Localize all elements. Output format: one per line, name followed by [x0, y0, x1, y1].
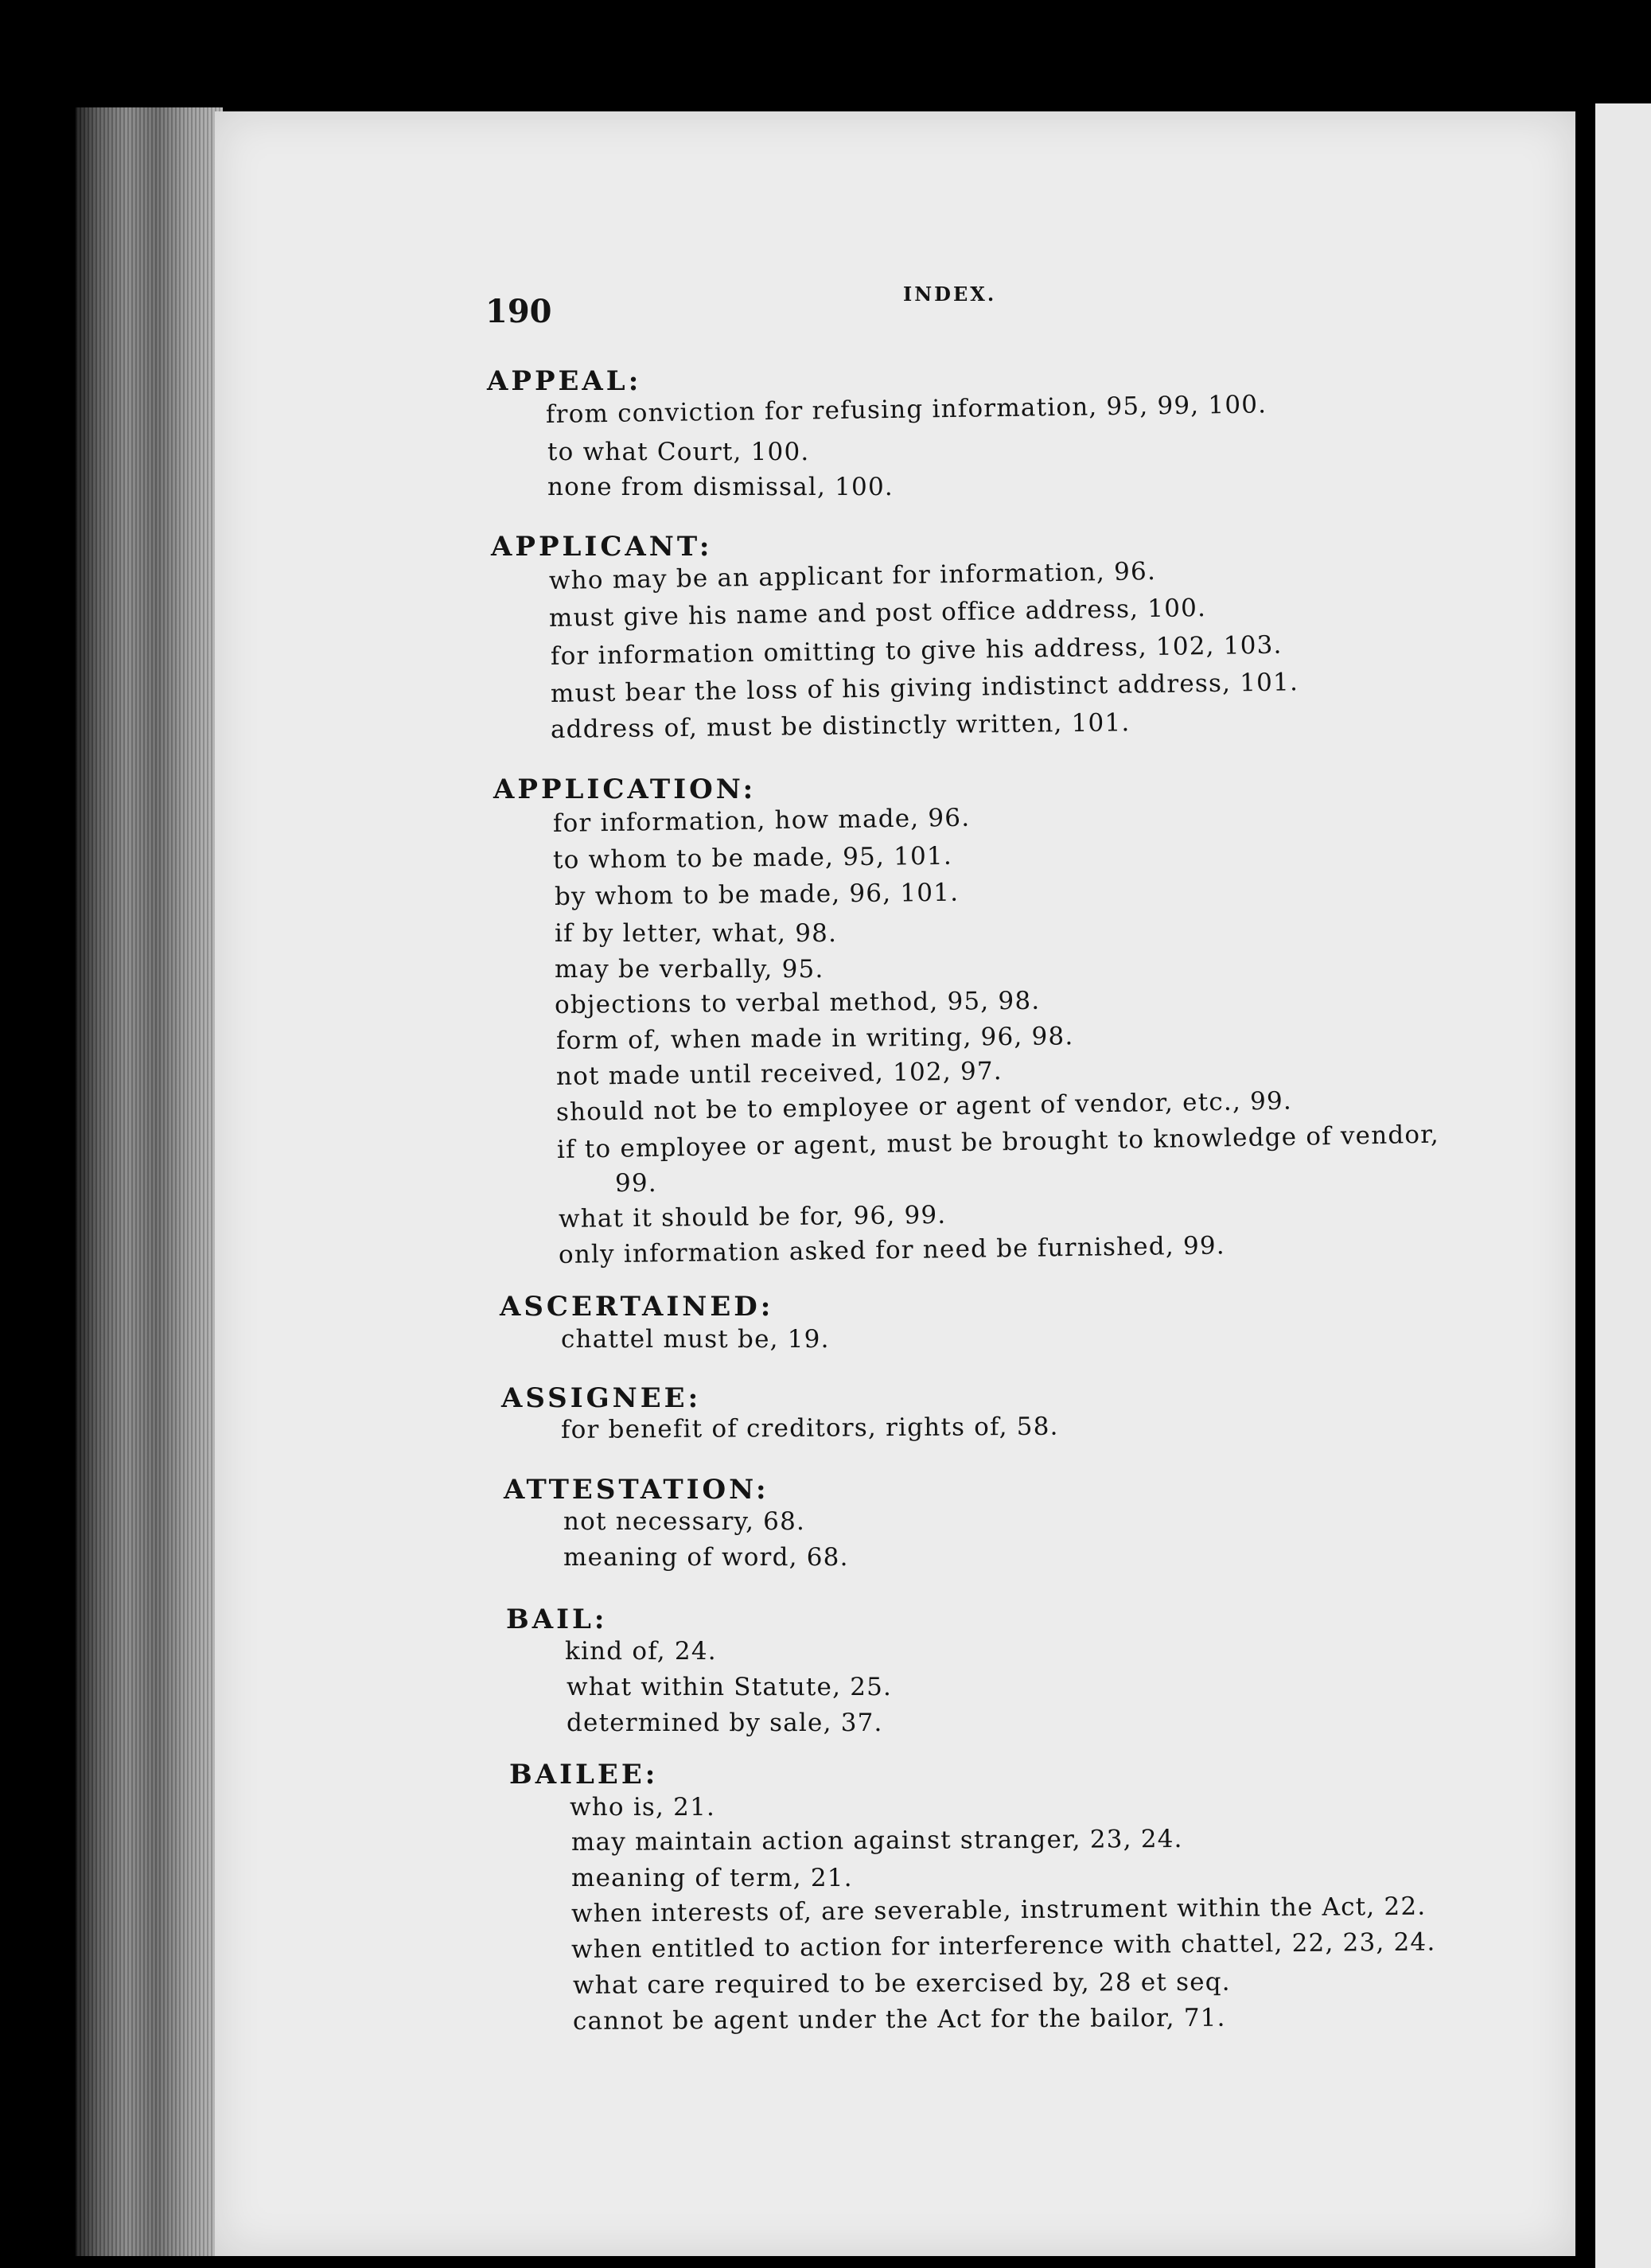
index-entry: form of, when made in writing, 96, 98.: [555, 1022, 1074, 1055]
index-entry: for information omitting to give his address, 102, 103.: [550, 630, 1283, 671]
index-heading: APPLICATION:: [493, 774, 757, 805]
index-entry: 99.: [615, 1169, 657, 1198]
running-head: INDEX.: [903, 283, 997, 306]
index-entry: chattel must be, 19.: [561, 1325, 830, 1354]
index-entry: meaning of word, 68.: [563, 1543, 849, 1572]
book-page-edge: [76, 107, 223, 2256]
index-entry: meaning of term, 21.: [571, 1864, 853, 1892]
index-entry: objections to verbal method, 95, 98.: [554, 986, 1041, 1019]
index-entry: may be verbally, 95.: [555, 955, 824, 984]
index-heading: APPLICANT:: [491, 531, 713, 563]
index-heading: APPEAL:: [487, 365, 642, 397]
index-heading: BAILEE:: [509, 1759, 659, 1791]
index-entry: what within Statute, 25.: [567, 1673, 893, 1701]
index-entry: kind of, 24.: [565, 1637, 717, 1666]
index-entry: who is, 21.: [570, 1793, 716, 1822]
index-entry: if by letter, what, 98.: [555, 919, 838, 948]
index-heading: ASCERTAINED:: [500, 1291, 774, 1323]
index-entry: to whom to be made, 95, 101.: [552, 841, 953, 875]
index-entry: address of, must be distinctly written, 101.: [550, 708, 1131, 744]
index-entry: when entitled to action for interference with chattel, 22, 23, 24.: [570, 1927, 1436, 1964]
index-entry: for information, how made, 96.: [552, 803, 971, 838]
index-entry: to what Court, 100.: [547, 438, 810, 466]
index-heading: ATTESTATION:: [504, 1474, 769, 1506]
index-entry: only information asked for need be furnished, 99.: [558, 1231, 1226, 1269]
index-entry: by whom to be made, 96, 101.: [554, 878, 960, 911]
index-entry: none from dismissal, 100.: [547, 473, 894, 501]
facing-page-edge: [1595, 103, 1651, 2268]
index-entry: what care required to be exercised by, 28 et seq.: [572, 1967, 1231, 2000]
index-entry: who may be an applicant for information, 96.: [548, 557, 1157, 595]
index-entry: must give his name and post office address, 100.: [548, 594, 1207, 633]
index-entry: must bear the loss of his giving indistinct address, 101.: [550, 668, 1299, 708]
index-entry: for benefit of creditors, rights of, 58.: [560, 1412, 1059, 1444]
index-entry: if to employee or agent, must be brought to knowledge of vendor,: [556, 1120, 1440, 1164]
page-number: 190: [485, 293, 552, 330]
index-heading: ASSIGNEE:: [501, 1382, 702, 1414]
index-entry: not necessary, 68.: [563, 1507, 806, 1536]
index-entry: what it should be for, 96, 99.: [558, 1200, 947, 1233]
index-entry: may maintain action against stranger, 23, 24.: [570, 1824, 1183, 1857]
index-entry: from conviction for refusing information, 95, 99, 100.: [545, 390, 1267, 429]
index-entry: determined by sale, 37.: [567, 1709, 883, 1737]
index-entry: should not be to employee or agent of vendor, etc., 99.: [555, 1086, 1293, 1127]
index-heading: BAIL:: [506, 1604, 608, 1635]
index-entry: cannot be agent under the Act for the bailor, 71.: [572, 2003, 1226, 2036]
index-entry: when interests of, are severable, instrument within the Act, 22.: [570, 1892, 1427, 1928]
index-entry: not made until received, 102, 97.: [555, 1057, 1003, 1091]
